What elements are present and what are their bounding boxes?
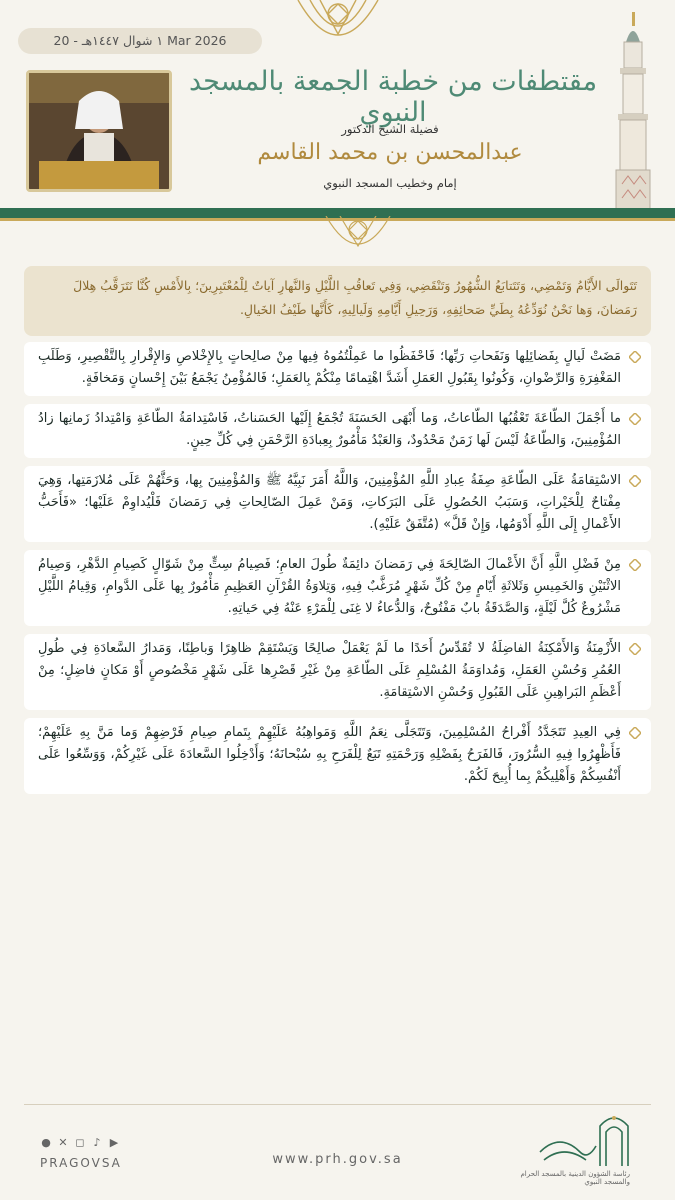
youtube-icon[interactable]: ▶ — [109, 1136, 119, 1149]
list-item — [24, 718, 651, 794]
list-item-text: مِنْ فَضْلِ اللَّهِ أَنَّ الأَعْمالَ الصّالِحَةَ فِي رَمَضانَ دائِمَةٌ طُولَ العامِ؛ فَصِيامُ سِتٍّ مِنْ شَوّالٍ كَصِيامِ الدَّهْرِ، وَصِيامُ الاثْنَيْنِ وَالخَمِيسِ وَثَلاثَةِ أَيّامٍ مِنْ كُلِّ شَهْرٍ مُرَغَّبٌ فِيهِ، وَتِلاوَةُ القُرْآنِ العَظِيمِ مَأْمُورٌ بِها عَلَى الدَّوامِ، وَقِيامُ اللَّيْلِ مَشْرُوعٌ كُلَّ لَيْلَةٍ، وَالصَّدَقَةُ بابٌ مَفْتُوحٌ، وَالدُّعاءُ لا غِنَى لِلْمَرْءِ عَنْهُ فِي حَياتِهِ. — [38, 557, 621, 616]
instagram-icon[interactable]: ◻ — [75, 1136, 85, 1149]
intro-text: تَتَوالَى الأَيَّامُ وَتَمْضِي، وَتَتَتابَعُ الشُّهُورُ وَتَنْقَضِي، وَفِي تَعاقُبِ اللَّيْلِ وَالنَّهارِ آياتٌ لِلْمُعْتَبِرِينَ؛ بِالأَمْسِ كُنَّا نَتَرَقَّبُ هِلالَ رَمَضانَ، وَها نَحْنُ نُوَدِّعُهُ بِطَيِّ صَحائِفِهِ، وَرَحِيلِ أَيَّامِهِ وَلَيالِيهِ، كَأَنَّها طَيْفُ الخَيالِ. — [73, 278, 637, 317]
list-item-text: فِي العِيدِ تَتَجَدَّدُ أَفْراحُ المُسْلِمِينَ، وَتَتَجَلَّى نِعَمُ اللَّهِ وَمَواهِبُهُ عَلَيْهِمْ بِتَمامِ صِيامِ فَرْضِهِمْ وَما مَنَّ بِهِ عَلَيْهِمْ؛ فَأَظْهِرُوا فِيهِ السُّرُورَ، فَالفَرَحُ بِفَضْلِهِ وَرَحْمَتِهِ تَبَعٌ لِلْفَرَحِ بِهِ سُبْحانَهُ؛ وَأَدْخِلُوا السَّعادَةَ عَلَى غَيْرِكُمْ، وَوَسِّعُوا عَلَى أَنْفُسِكُمْ وَأَهْلِيكُمْ بِما أُبِيحَ لَكُمْ. — [38, 725, 621, 784]
list-item — [24, 404, 651, 458]
list-item — [24, 466, 651, 542]
excerpts-list — [24, 342, 651, 802]
ornament-divider — [322, 216, 394, 258]
snapchat-icon[interactable]: ● — [41, 1136, 51, 1149]
page-title: مقتطفات من خطبة الجمعة بالمسجد النبوي — [188, 66, 598, 128]
list-item-text: الأَزْمِنَةُ وَالأَمْكِنَةُ الفاضِلَةُ لا تُقَدِّسُ أَحَدًا ما لَمْ يَعْمَلْ صالِحًا وَيَسْتَقِمْ ظاهِرًا وَباطِنًا، وَمَدارُ السَّعادَةِ فِي طُولِ العُمُرِ وَحُسْنِ العَمَلِ، وَمُداوَمَةُ المُسْلِمِ عَلَى الطّاعَةِ مِنْ غَيْرِ قَصْرِها عَلَى شَهْرٍ مَخْصُوصٍ أَوْ مَكانٍ فاضِلٍ؛ مِنْ أَعْظَمِ البَراهِينِ عَلَى القَبُولِ وَحُسْنِ الاسْتِقامَةِ. — [38, 641, 621, 700]
sheikh-role: إمام وخطيب المسجد النبوي — [323, 176, 457, 190]
list-item — [24, 550, 651, 626]
list-item — [24, 634, 651, 710]
sheikh-name: عبدالمحسن بن محمد القاسم — [257, 140, 523, 165]
diamond-bullet-icon — [629, 475, 641, 487]
list-item — [24, 342, 651, 396]
tiktok-icon[interactable]: ♪ — [93, 1136, 101, 1149]
list-item-text: الاسْتِقامَةُ عَلَى الطّاعَةِ صِفَةُ عِبادِ اللَّهِ المُؤْمِنِينَ، وَاللَّهُ أَمَرَ نَبِيَّهُ ﷺ وَالمُؤْمِنِينَ بِها، وَحَثَّهُمْ عَلَى مُلازَمَتِها، وَهِيَ مِفْتاحٌ لِلْخَيْراتِ، وَسَبَبُ الحُصُولِ عَلَى البَرَكاتِ، وَمَنْ عَمِلَ الصّالِحاتِ فِي رَمَضانَ فَلْيُداوِمْ عَلَيْها؛ «فَأَحَبُّ الأَعْمالِ إِلَى اللَّهِ أَدْوَمُها، وَإِنْ قَلَّ» (مُتَّفَقٌ عَلَيْهِ). — [38, 473, 621, 532]
brand-handle: PRAGOVSA — [40, 1156, 122, 1170]
list-item-text: ما أَجْمَلَ الطّاعَةَ تَعْقُبُها الطّاعاتُ، وَما أَبْهَى الحَسَنَةَ تُجْمَعُ إِلَيْها الحَسَناتُ، فَاسْتِدامَةُ الطّاعَةِ وَامْتِدادُ زَمانِها زادُ المُؤْمِنِينَ، وَالطّاعَةُ لَيْسَ لَها زَمَنٌ مَحْدُودٌ، وَالعَبْدُ مَأْمُورٌ بِعِبادَةِ الرَّحْمَنِ فِي كُلِّ حِينٍ. — [38, 411, 621, 448]
x-icon[interactable]: ✕ — [58, 1136, 68, 1149]
sheikh-photo — [26, 70, 172, 192]
date-badge: ١ شوال ١٤٤٧هـ - 20 Mar 2026 — [18, 28, 262, 54]
website-link[interactable]: www.prh.gov.sa — [272, 1152, 403, 1167]
sheikh-label: فضيلة الشيخ الدكتور — [341, 122, 439, 136]
diamond-bullet-icon — [629, 413, 641, 425]
social-links — [40, 1137, 120, 1153]
diamond-bullet-icon — [629, 351, 641, 363]
minaret-image — [612, 12, 660, 210]
footer-divider — [24, 1104, 651, 1105]
diamond-bullet-icon — [629, 559, 641, 571]
ornament-top — [290, 0, 386, 52]
presidency-logo-icon — [530, 1106, 640, 1176]
diamond-bullet-icon — [629, 643, 641, 655]
list-item-text: مَضَتْ لَيالٍ بِفَضائِلِها وَنَفَحاتِ رَبِّها؛ فَاحْفَظُوا ما عَمِلْتُمُوهُ فِيها مِنْ صالِحاتٍ بِالإِخْلاصِ وَالإِقْرارِ بِالتَّقْصِيرِ، وَطَلَبِ المَغْفِرَةِ وَالرِّضْوانِ، وَكُونُوا بِقَبُولِ العَمَلِ أَشَدَّ اهْتِمامًا مِنْكُمْ بِالعَمَلِ؛ فَالمُؤْمِنُ يَجْمَعُ بَيْنَ إِحْسانٍ وَمَخافَةٍ. — [38, 349, 621, 386]
logo-caption: رئاسة الشؤون الدينية بالمسجد الحرام والمسجد النبوي — [520, 1170, 630, 1186]
diamond-bullet-icon — [629, 727, 641, 739]
intro-box — [24, 266, 651, 336]
